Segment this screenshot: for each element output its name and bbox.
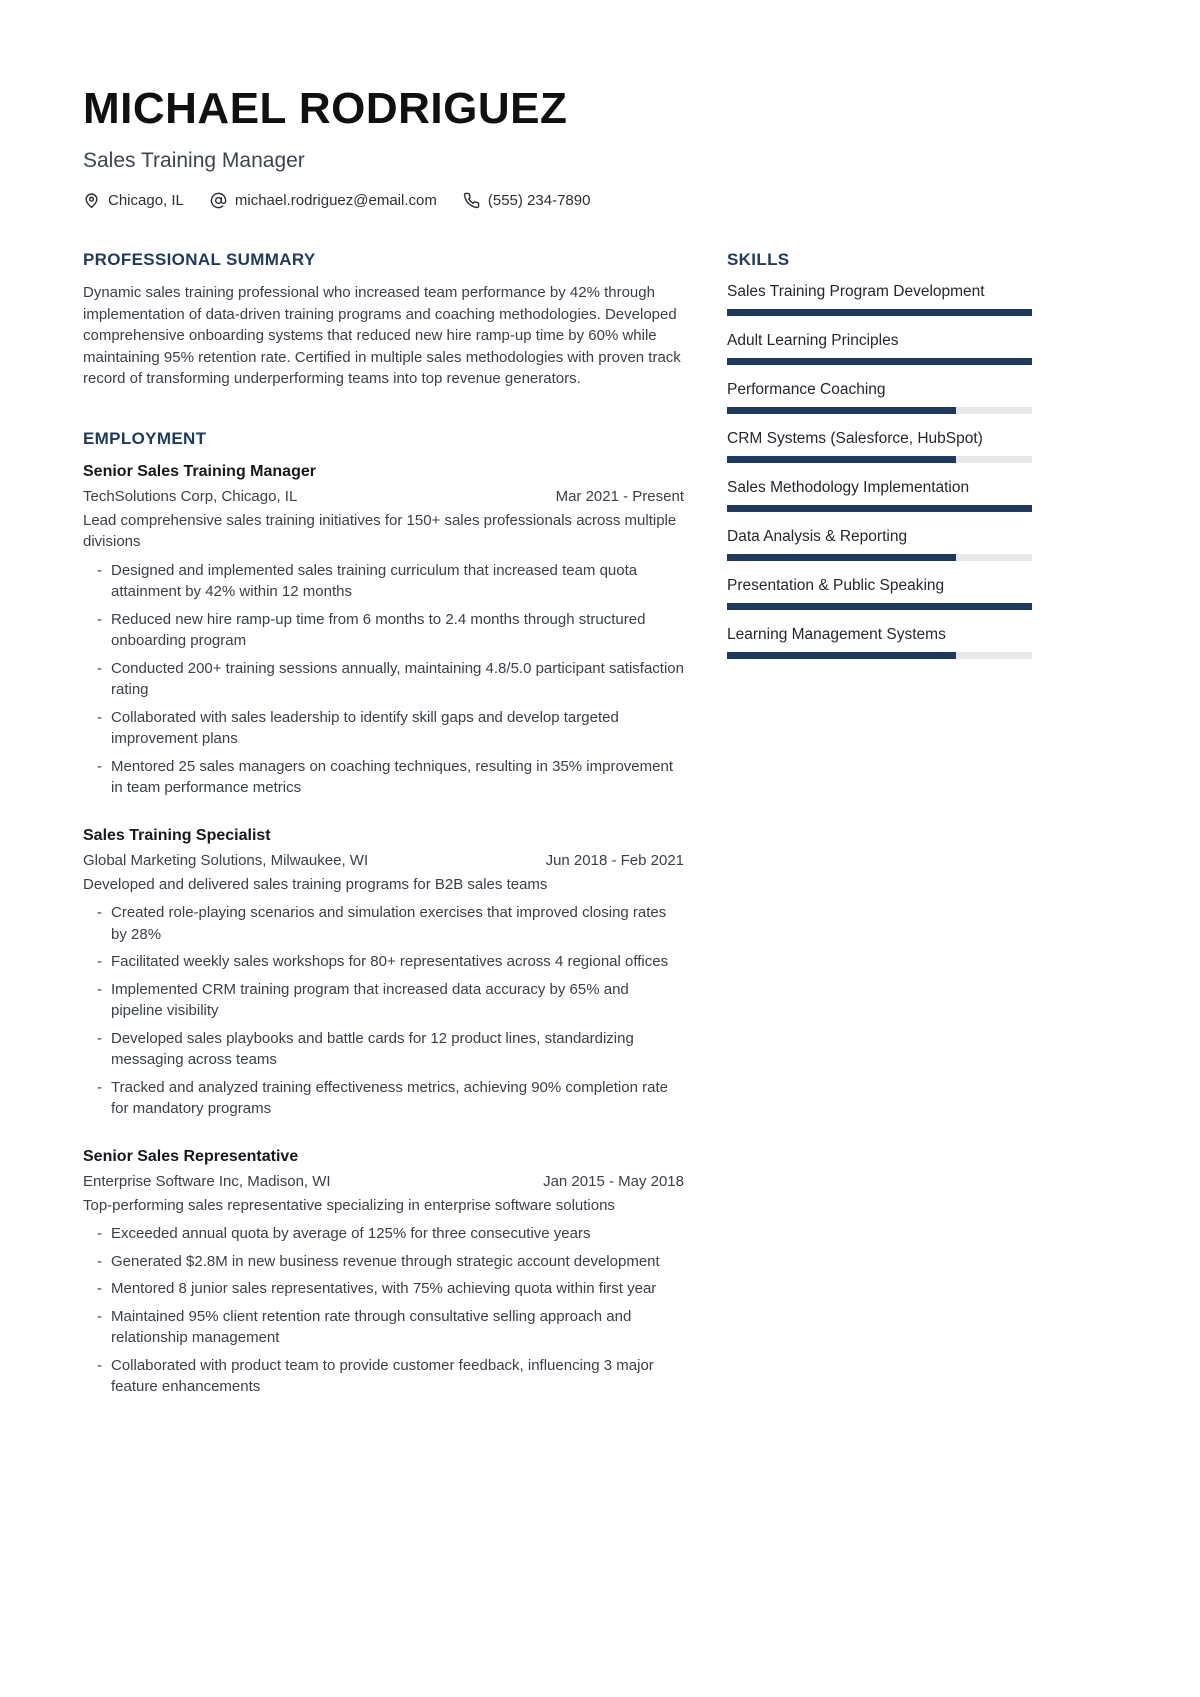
job-meta-row	[83, 487, 684, 507]
section-employment	[83, 429, 684, 1398]
skill-progress-bar	[727, 309, 1032, 316]
job-description: Top-performing sales representative specializing in enterprise software solutions	[83, 1196, 615, 1214]
skill-progress-bar	[727, 554, 1032, 561]
contact-email	[210, 192, 437, 209]
skill-name: Learning Management Systems	[727, 626, 946, 643]
bullet-item: - Tracked and analyzed training effectiveness metrics, achieving 90% completion rate for mandatory programs	[97, 1077, 684, 1120]
skill-progress-fill	[727, 309, 1032, 316]
job-description: Developed and delivered sales training programs for B2B sales teams	[83, 875, 548, 893]
bullet-item: - Developed sales playbooks and battle cards for 12 product lines, standardizing messaging across teams	[97, 1028, 684, 1071]
skill-item	[727, 331, 1032, 365]
skill-name: Performance Coaching	[727, 381, 886, 398]
map-pin-icon	[83, 192, 100, 209]
skill-name: Presentation & Public Speaking	[727, 577, 945, 594]
contact-email-text: michael.rodriguez@email.com	[234, 192, 437, 210]
summary-heading: PROFESSIONAL SUMMARY	[83, 250, 316, 269]
main-column	[83, 250, 684, 1404]
job-entry	[83, 826, 684, 1120]
skill-item	[727, 380, 1032, 414]
job-dates: Mar 2021 - Present	[555, 487, 684, 505]
summary-text: Dynamic sales training professional who increased team performance by 42% through implementation of data-driven training programs and coaching methodologies. Developed comprehensive onboarding systems that reduced new hire ramp-up time by 60% while maintaining 95% retention rate. Certified in multiple sales methodologies with proven track record of transforming underperforming teams into top revenue generators.	[83, 284, 681, 387]
contact-row	[83, 192, 1033, 209]
candidate-name: MICHAEL RODRIGUEZ	[83, 84, 568, 133]
bullet-item: - Collaborated with sales leadership to identify skill gaps and develop targeted improvement plans	[97, 707, 684, 750]
contact-location	[83, 192, 184, 209]
bullet-item: - Reduced new hire ramp-up time from 6 months to 2.4 months through structured onboarding program	[97, 609, 684, 652]
skill-progress-bar	[727, 652, 1032, 659]
skill-name: Data Analysis & Reporting	[727, 528, 908, 545]
job-dates: Jan 2015 - May 2018	[543, 1172, 684, 1190]
job-entry	[83, 462, 684, 799]
job-description: Lead comprehensive sales training initiatives for 150+ sales professionals across multiple divisions	[83, 511, 677, 550]
job-entry	[83, 1147, 684, 1398]
resume-header	[83, 86, 1033, 209]
skill-name: CRM Systems (Salesforce, HubSpot)	[727, 430, 983, 447]
skill-progress-fill	[727, 505, 1032, 512]
phone-icon	[463, 192, 480, 209]
skill-progress-bar	[727, 456, 1032, 463]
job-bullets	[83, 560, 684, 799]
bullet-item: - Exceeded annual quota by average of 125% for three consecutive years	[97, 1223, 684, 1245]
skill-item	[727, 282, 1032, 316]
bullet-item: - Implemented CRM training program that increased data accuracy by 65% and pipeline visibility	[97, 979, 684, 1022]
skill-progress-fill	[727, 358, 1032, 365]
section-professional-summary	[83, 250, 684, 390]
bullet-item: - Mentored 25 sales managers on coaching techniques, resulting in 35% improvement in team performance metrics	[97, 756, 684, 799]
skill-item	[727, 429, 1032, 463]
skills-heading: SKILLS	[727, 250, 790, 269]
bullet-item: - Collaborated with product team to provide customer feedback, influencing 3 major feature enhancements	[97, 1355, 684, 1398]
skill-progress-bar	[727, 358, 1032, 365]
job-dates: Jun 2018 - Feb 2021	[545, 851, 684, 869]
skill-item	[727, 478, 1032, 512]
job-bullets	[83, 1223, 684, 1398]
skill-progress-bar	[727, 603, 1032, 610]
job-title: Senior Sales Training Manager	[83, 462, 316, 480]
job-meta-row	[83, 851, 684, 871]
bullet-item: - Created role-playing scenarios and simulation exercises that improved closing rates by 28%	[97, 902, 684, 945]
skills-column	[727, 250, 1032, 674]
contact-phone-text: (555) 234-7890	[487, 192, 591, 210]
bullet-item: - Conducted 200+ training sessions annually, maintaining 4.8/5.0 participant satisfaction rating	[97, 658, 684, 701]
bullet-item: - Designed and implemented sales training curriculum that increased team quota attainment by 42% within 12 months	[97, 560, 684, 603]
skill-name: Sales Methodology Implementation	[727, 479, 970, 496]
bullet-item: - Mentored 8 junior sales representatives, with 75% achieving quota within first year	[97, 1278, 684, 1300]
job-company: TechSolutions Corp, Chicago, IL	[83, 487, 298, 505]
employment-heading: EMPLOYMENT	[83, 428, 207, 448]
at-sign-icon	[210, 192, 227, 209]
skill-item	[727, 625, 1032, 659]
skill-item	[727, 576, 1032, 610]
job-company: Enterprise Software Inc, Madison, WI	[83, 1172, 331, 1190]
contact-location-text: Chicago, IL	[108, 192, 184, 210]
skill-item	[727, 527, 1032, 561]
job-title: Sales Training Specialist	[83, 826, 271, 844]
skill-name: Sales Training Program Development	[727, 283, 985, 300]
job-company: Global Marketing Solutions, Milwaukee, WI	[83, 851, 369, 869]
job-title: Senior Sales Representative	[83, 1147, 299, 1165]
job-meta-row	[83, 1172, 684, 1192]
skill-progress-fill	[727, 554, 956, 561]
bullet-item: - Facilitated weekly sales workshops for 80+ representatives across 4 regional offices	[97, 951, 684, 973]
skill-progress-bar	[727, 407, 1032, 414]
contact-phone	[463, 192, 591, 209]
candidate-job-title: Sales Training Manager	[83, 149, 305, 173]
skill-progress-fill	[727, 603, 1032, 610]
skill-progress-fill	[727, 652, 956, 659]
skill-progress-fill	[727, 407, 956, 414]
job-bullets	[83, 902, 684, 1120]
skill-progress-bar	[727, 505, 1032, 512]
skill-progress-fill	[727, 456, 956, 463]
skill-name: Adult Learning Principles	[727, 332, 899, 349]
bullet-item: - Maintained 95% client retention rate through consultative selling approach and relationship management	[97, 1306, 684, 1349]
bullet-item: - Generated $2.8M in new business revenue through strategic account development	[97, 1251, 684, 1273]
